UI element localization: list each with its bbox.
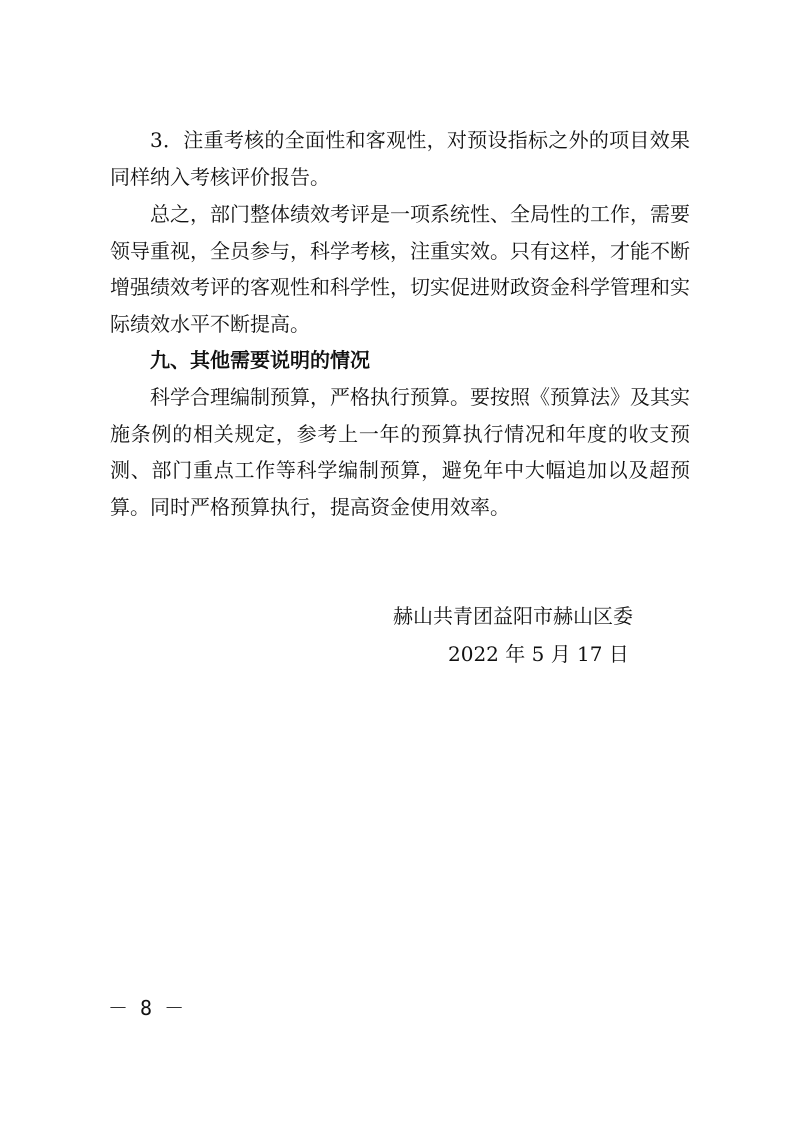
page-number: － 8 － [108,996,185,1020]
paragraph-3-comprehensiveness: 3．注重考核的全面性和客观性，对预设指标之外的项目效果同样纳入考核评价报告。 [110,128,690,189]
paragraph-summary: 总之，部门整体绩效考评是一项系统性、全局性的工作，需要领导重视，全员参与，科学考核，注重实效。只有这样，才能不断增强绩效考评的客观性和科学性，切实促进财政资金科学管理和实际绩效水平不断提高。 [110,202,690,336]
paragraph-budget-compilation: 科学合理编制预算，严格执行预算。要按照《预算法》及其实施条例的相关规定，参考上一年的预算执行情况和年度的收支预测、部门重点工作等科学编制预算，避免年中大幅追加以及超预算。同时严格预算执行，提高资金使用效率。 [110,385,690,519]
section-heading-other-notes: 九、其他需要说明的情况 [150,348,370,372]
signature-organization: 赫山共青团益阳市赫山区委 [393,604,633,628]
signature-date: 2022 年 5 月 17 日 [448,642,629,666]
